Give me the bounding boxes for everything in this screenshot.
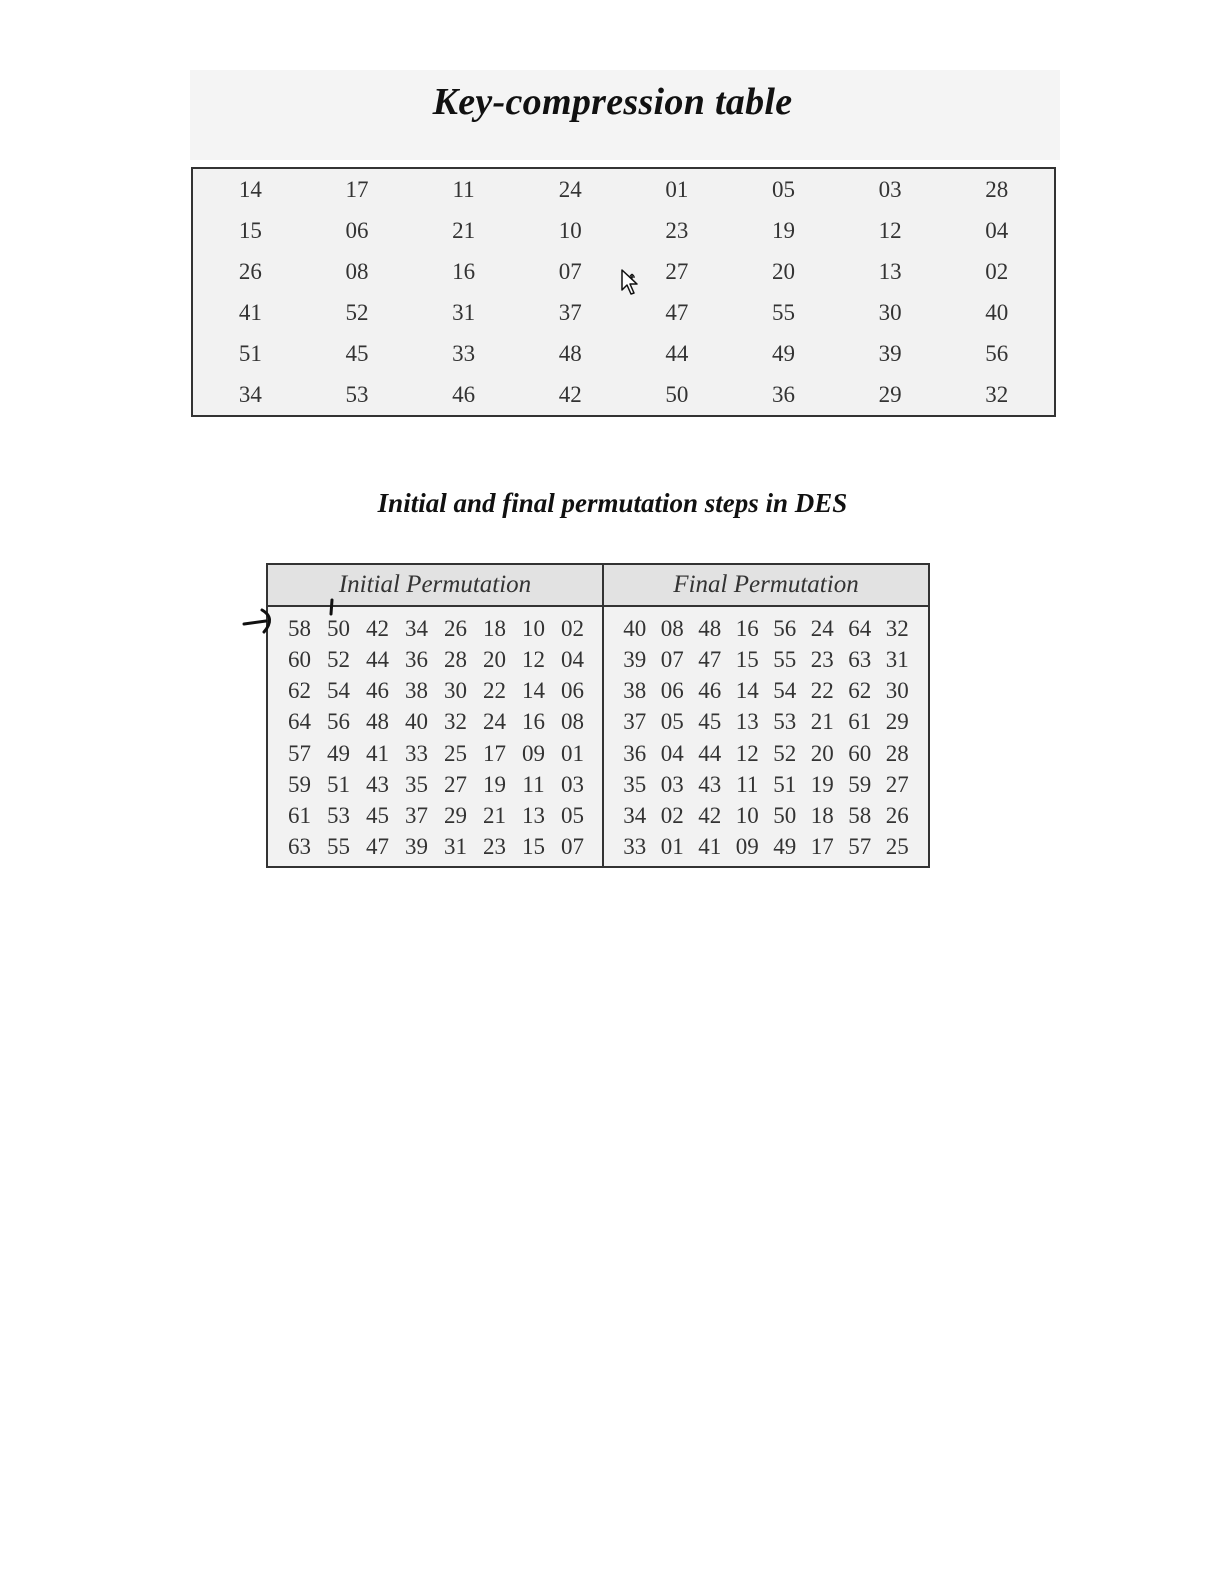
initial-permutation-cell: 03 xyxy=(561,771,584,797)
final-permutation-cell: 01 xyxy=(660,834,684,860)
initial-permutation-cell: 17 xyxy=(483,740,506,766)
move-cursor-icon xyxy=(620,268,646,302)
initial-permutation-cell: 43 xyxy=(366,771,389,797)
key-compression-cell: 27 xyxy=(665,258,689,284)
key-compression-cell: 16 xyxy=(452,258,476,284)
key-compression-cell: 12 xyxy=(878,217,902,243)
final-permutation-cell: 21 xyxy=(810,709,834,735)
key-compression-cell: 05 xyxy=(771,176,795,202)
initial-permutation-cell: 27 xyxy=(444,771,467,797)
key-compression-cell: 55 xyxy=(771,299,795,325)
initial-permutation-cell: 14 xyxy=(522,678,545,704)
final-permutation-cell: 64 xyxy=(848,615,872,641)
permutation-title: Initial and final permutation steps in DES xyxy=(377,488,848,518)
key-compression-cell: 04 xyxy=(985,217,1009,243)
initial-permutation-cell: 55 xyxy=(327,834,350,860)
initial-permutation-cell: 37 xyxy=(405,803,428,829)
final-permutation-cell: 05 xyxy=(660,709,684,735)
initial-permutation-cell: 32 xyxy=(444,709,467,735)
initial-permutation-cell: 22 xyxy=(483,678,506,704)
final-permutation-cell: 25 xyxy=(885,834,909,860)
initial-permutation-cell: 53 xyxy=(327,803,350,829)
initial-permutation-cell: 06 xyxy=(561,678,584,704)
initial-permutation-cell: 49 xyxy=(327,740,350,766)
final-permutation-cell: 30 xyxy=(885,678,909,704)
final-permutation-cell: 12 xyxy=(735,740,759,766)
key-compression-cell: 26 xyxy=(238,258,262,284)
key-compression-cell: 11 xyxy=(452,176,475,202)
final-permutation-cell: 40 xyxy=(623,615,647,641)
final-permutation-cell: 36 xyxy=(623,740,647,766)
key-compression-cell: 08 xyxy=(345,258,369,284)
initial-permutation-cell: 64 xyxy=(288,709,311,735)
key-compression-cell: 47 xyxy=(665,299,689,325)
final-permutation-cell: 55 xyxy=(773,646,797,672)
final-permutation-cell: 63 xyxy=(848,646,872,672)
final-permutation-cell: 49 xyxy=(773,834,797,860)
initial-permutation-grid xyxy=(280,613,592,863)
initial-permutation-cell: 26 xyxy=(444,615,467,641)
final-permutation-cell: 59 xyxy=(848,771,872,797)
initial-permutation-cell: 05 xyxy=(561,803,584,829)
final-permutation-cell: 16 xyxy=(735,615,759,641)
final-permutation-cell: 37 xyxy=(623,709,647,735)
key-compression-cell: 32 xyxy=(985,381,1009,407)
final-permutation-cell: 56 xyxy=(773,615,797,641)
key-compression-cell: 51 xyxy=(238,340,262,366)
key-compression-cell: 36 xyxy=(771,381,795,407)
key-compression-cell: 29 xyxy=(878,381,902,407)
final-permutation-cell: 44 xyxy=(698,740,722,766)
initial-permutation-cell: 04 xyxy=(561,646,584,672)
final-permutation-cell: 14 xyxy=(735,678,759,704)
key-compression-cell: 52 xyxy=(345,299,369,325)
column-divider xyxy=(602,565,604,866)
key-compression-cell: 19 xyxy=(771,217,795,243)
initial-permutation-cell: 12 xyxy=(522,646,545,672)
key-compression-cell: 17 xyxy=(345,176,369,202)
initial-permutation-cell: 07 xyxy=(561,834,584,860)
key-compression-cell: 49 xyxy=(771,340,795,366)
key-compression-cell: 41 xyxy=(238,299,262,325)
final-permutation-cell: 13 xyxy=(735,709,759,735)
key-compression-cell: 40 xyxy=(985,299,1009,325)
key-compression-cell: 50 xyxy=(665,381,689,407)
final-permutation-cell: 15 xyxy=(735,646,759,672)
final-permutation-cell: 50 xyxy=(773,803,797,829)
initial-permutation-cell: 24 xyxy=(483,709,506,735)
key-compression-cell: 42 xyxy=(558,381,582,407)
permutation-table xyxy=(266,563,930,868)
final-permutation-cell: 22 xyxy=(810,678,834,704)
initial-permutation-cell: 52 xyxy=(327,646,350,672)
final-permutation-cell: 18 xyxy=(810,803,834,829)
initial-permutation-cell: 31 xyxy=(444,834,467,860)
key-compression-cell: 03 xyxy=(878,176,902,202)
final-permutation-cell: 06 xyxy=(660,678,684,704)
initial-permutation-cell: 16 xyxy=(522,709,545,735)
initial-permutation-cell: 10 xyxy=(522,615,545,641)
initial-permutation-cell: 33 xyxy=(405,740,428,766)
final-permutation-cell: 52 xyxy=(773,740,797,766)
key-compression-cell: 33 xyxy=(452,340,476,366)
final-permutation-cell: 38 xyxy=(623,678,647,704)
initial-permutation-header: Initial Permutation xyxy=(338,571,532,598)
initial-permutation-cell: 23 xyxy=(483,834,506,860)
final-permutation-cell: 42 xyxy=(698,803,722,829)
final-permutation-cell: 24 xyxy=(810,615,834,641)
final-permutation-cell: 09 xyxy=(735,834,759,860)
key-compression-cell: 23 xyxy=(665,217,689,243)
initial-permutation-cell: 42 xyxy=(366,615,389,641)
final-permutation-cell: 60 xyxy=(848,740,872,766)
initial-permutation-cell: 46 xyxy=(366,678,389,704)
initial-permutation-cell: 51 xyxy=(327,771,350,797)
key-compression-cell: 48 xyxy=(558,340,582,366)
final-permutation-cell: 26 xyxy=(885,803,909,829)
final-permutation-cell: 04 xyxy=(660,740,684,766)
key-compression-cell: 45 xyxy=(345,340,369,366)
initial-permutation-cell: 13 xyxy=(522,803,545,829)
initial-permutation-cell: 34 xyxy=(405,615,428,641)
final-permutation-cell: 45 xyxy=(698,709,722,735)
final-permutation-cell: 51 xyxy=(773,771,797,797)
final-permutation-header: Final Permutation xyxy=(673,571,859,598)
final-permutation-cell: 57 xyxy=(848,834,872,860)
final-permutation-cell: 34 xyxy=(623,803,647,829)
key-compression-cell: 20 xyxy=(771,258,795,284)
final-permutation-cell: 41 xyxy=(698,834,722,860)
final-permutation-cell: 61 xyxy=(848,709,872,735)
key-compression-cell: 14 xyxy=(238,176,262,202)
final-permutation-cell: 58 xyxy=(848,803,872,829)
final-permutation-cell: 39 xyxy=(623,646,647,672)
key-compression-cell: 37 xyxy=(558,299,582,325)
key-compression-cell: 24 xyxy=(558,176,582,202)
final-permutation-cell: 11 xyxy=(736,771,759,797)
final-permutation-cell: 20 xyxy=(810,740,834,766)
initial-permutation-cell: 50 xyxy=(327,615,350,641)
final-permutation-cell: 32 xyxy=(885,615,909,641)
initial-permutation-cell: 38 xyxy=(405,678,428,704)
final-permutation-cell: 17 xyxy=(810,834,834,860)
final-permutation-cell: 08 xyxy=(660,615,684,641)
final-permutation-cell: 23 xyxy=(810,646,834,672)
initial-permutation-cell: 28 xyxy=(444,646,467,672)
final-permutation-cell: 31 xyxy=(885,646,909,672)
key-compression-cell: 28 xyxy=(985,176,1009,202)
initial-permutation-cell: 08 xyxy=(561,709,584,735)
key-compression-cell: 21 xyxy=(452,217,476,243)
final-permutation-cell: 43 xyxy=(698,771,722,797)
final-permutation-cell: 03 xyxy=(660,771,684,797)
final-permutation-cell: 02 xyxy=(660,803,684,829)
initial-permutation-cell: 15 xyxy=(522,834,545,860)
key-compression-cell: 07 xyxy=(558,258,582,284)
initial-permutation-cell: 40 xyxy=(405,709,428,735)
key-compression-cell: 10 xyxy=(558,217,582,243)
final-permutation-cell: 10 xyxy=(735,803,759,829)
initial-permutation-cell: 60 xyxy=(288,646,311,672)
final-permutation-cell: 27 xyxy=(885,771,909,797)
initial-permutation-cell: 45 xyxy=(366,803,389,829)
initial-permutation-cell: 35 xyxy=(405,771,428,797)
key-compression-cell: 15 xyxy=(238,217,262,243)
initial-permutation-cell: 57 xyxy=(288,740,311,766)
key-compression-cell: 53 xyxy=(345,381,369,407)
initial-permutation-cell: 61 xyxy=(288,803,311,829)
initial-permutation-cell: 44 xyxy=(366,646,389,672)
key-compression-cell: 02 xyxy=(985,258,1009,284)
final-permutation-cell: 54 xyxy=(773,678,797,704)
initial-permutation-cell: 59 xyxy=(288,771,311,797)
initial-permutation-cell: 09 xyxy=(522,740,545,766)
initial-permutation-cell: 01 xyxy=(561,740,584,766)
initial-permutation-cell: 62 xyxy=(288,678,311,704)
initial-permutation-cell: 18 xyxy=(483,615,506,641)
key-compression-cell: 01 xyxy=(665,176,689,202)
final-permutation-grid xyxy=(616,613,916,863)
key-compression-title: Key-compression table xyxy=(432,81,793,123)
final-permutation-cell: 46 xyxy=(698,678,722,704)
initial-permutation-cell: 19 xyxy=(483,771,506,797)
key-compression-cell: 56 xyxy=(985,340,1009,366)
final-permutation-cell: 33 xyxy=(623,834,647,860)
final-permutation-cell: 35 xyxy=(623,771,647,797)
initial-permutation-cell: 63 xyxy=(288,834,311,860)
initial-permutation-cell: 54 xyxy=(327,678,350,704)
initial-permutation-cell: 39 xyxy=(405,834,428,860)
final-permutation-cell: 28 xyxy=(885,740,909,766)
key-compression-cell: 13 xyxy=(878,258,902,284)
key-compression-cell: 34 xyxy=(238,381,262,407)
final-permutation-cell: 48 xyxy=(698,615,722,641)
key-compression-cell: 39 xyxy=(878,340,902,366)
final-permutation-cell: 62 xyxy=(848,678,872,704)
initial-permutation-cell: 36 xyxy=(405,646,428,672)
final-permutation-cell: 07 xyxy=(660,646,684,672)
key-compression-cell: 30 xyxy=(878,299,902,325)
final-permutation-cell: 29 xyxy=(885,709,909,735)
final-permutation-cell: 19 xyxy=(810,771,834,797)
initial-permutation-cell: 48 xyxy=(366,709,389,735)
initial-permutation-cell: 20 xyxy=(483,646,506,672)
initial-permutation-cell: 21 xyxy=(483,803,506,829)
final-permutation-cell: 53 xyxy=(773,709,797,735)
initial-permutation-cell: 29 xyxy=(444,803,467,829)
handwritten-arrow-icon xyxy=(240,598,340,638)
initial-permutation-cell: 41 xyxy=(366,740,389,766)
initial-permutation-cell: 11 xyxy=(522,771,545,797)
initial-permutation-cell: 02 xyxy=(561,615,584,641)
initial-permutation-cell: 25 xyxy=(444,740,467,766)
initial-permutation-cell: 56 xyxy=(327,709,350,735)
initial-permutation-cell: 47 xyxy=(366,834,389,860)
initial-permutation-cell: 30 xyxy=(444,678,467,704)
key-compression-cell: 31 xyxy=(452,299,476,325)
initial-permutation-cell: 58 xyxy=(288,615,311,641)
key-compression-cell: 46 xyxy=(452,381,476,407)
final-permutation-cell: 47 xyxy=(698,646,722,672)
key-compression-cell: 06 xyxy=(345,217,369,243)
key-compression-cell: 44 xyxy=(665,340,689,366)
